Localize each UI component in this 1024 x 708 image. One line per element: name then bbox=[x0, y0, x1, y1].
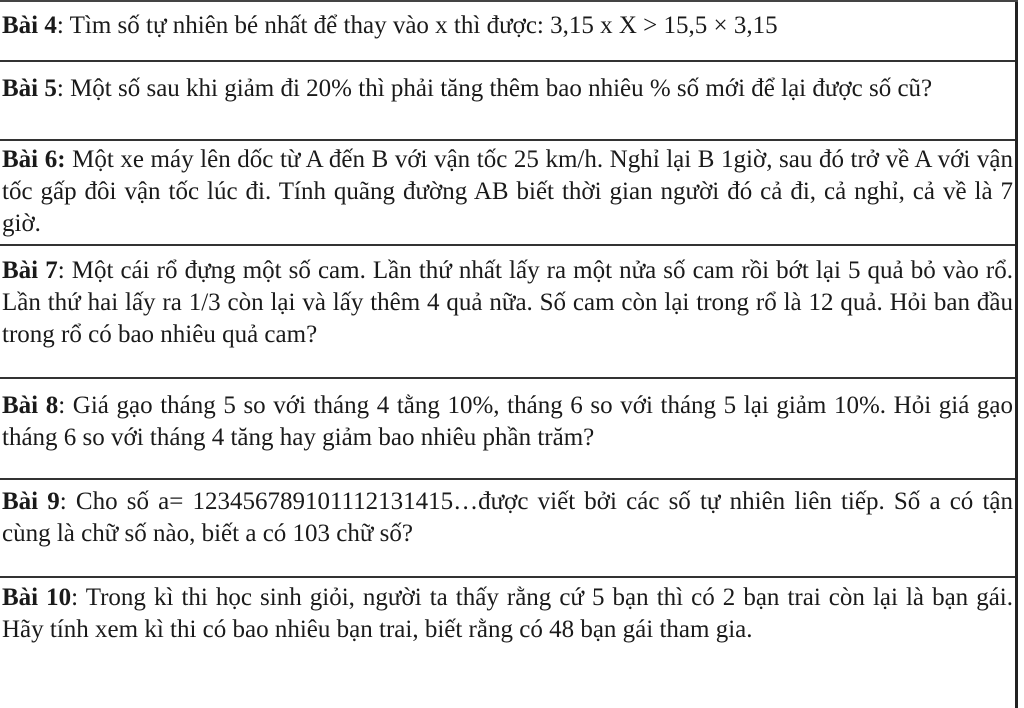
problem-9-text: : Cho số a= 123456789101112131415…được viết bởi các số tự nhiên liên tiếp. Số a có tận cùng là chữ số nào, biết a có 103 chữ số? bbox=[2, 488, 1013, 547]
problem-9-label: Bài 9 bbox=[2, 488, 60, 515]
problem-8-text: : Giá gạo tháng 5 so với tháng 4 tằng 10%, tháng 6 so với tháng 5 lại giảm 10%. Hỏi giá gạo tháng 6 so với tháng 4 tăng hay giảm bao nhiêu phần trăm? bbox=[2, 392, 1013, 451]
problem-9-paragraph bbox=[2, 486, 1013, 550]
problem-6-paragraph bbox=[2, 144, 1013, 240]
problem-7-text: : Một cái rổ đựng một số cam. Lần thứ nhất lấy ra một nửa số cam rồi bớt lại 5 quả bỏ vào rổ. Lần thứ hai lấy ra 1/3 còn lại và lấy thêm 4 quả nữa. Số cam còn lại trong rổ là 12 quả. Hỏi ban đầu trong rổ có bao nhiêu quả cam? bbox=[2, 257, 1014, 348]
problem-5-label: Bài 5 bbox=[2, 75, 57, 102]
problem-7-label: Bài 7 bbox=[2, 257, 58, 284]
problem-6-label: Bài 6: bbox=[2, 146, 66, 173]
problem-9 bbox=[0, 486, 1015, 578]
problem-7 bbox=[0, 255, 1015, 379]
problem-10-label: Bài 10 bbox=[2, 584, 72, 611]
top-divider bbox=[0, 0, 1018, 2]
problem-8-paragraph bbox=[2, 390, 1013, 454]
problem-7-paragraph bbox=[2, 255, 1013, 351]
problem-4-text: : Tìm số tự nhiên bé nhất để thay vào x thì được: 3,15 x X > 15,5 × 3,15 bbox=[56, 12, 778, 39]
problem-10-paragraph bbox=[2, 582, 1013, 646]
problem-4-paragraph bbox=[2, 10, 1013, 42]
problem-10 bbox=[0, 582, 1015, 702]
problem-4 bbox=[0, 10, 1015, 62]
problem-10-text: : Trong kì thi học sinh giỏi, người ta thấy rằng cứ 5 bạn thì có 2 bạn trai còn lại là bạn gái. Hãy tính xem kì thi có bao nhiêu bạn trai, biết rằng có 48 bạn gái tham gia. bbox=[2, 584, 1013, 643]
problem-4-label: Bài 4 bbox=[2, 12, 57, 39]
problem-8-label: Bài 8 bbox=[2, 392, 59, 419]
problem-5 bbox=[0, 73, 1015, 141]
problem-6-text: Một xe máy lên dốc từ A đến B với vận tốc 25 km/h. Nghỉ lại B 1giờ, sau đó trở về A với vận tốc gấp đôi vận tốc lúc đi. Tính quãng đường AB biết thời gian người đó cả đi, cả nghỉ, cả về là 7 giờ. bbox=[2, 146, 1013, 237]
problem-5-text: : Một số sau khi giảm đi 20% thì phải tăng thêm bao nhiêu % số mới để lại được số cũ? bbox=[56, 75, 933, 102]
problem-8 bbox=[0, 390, 1015, 480]
problem-5-paragraph bbox=[2, 73, 1013, 105]
problem-6 bbox=[0, 144, 1015, 246]
